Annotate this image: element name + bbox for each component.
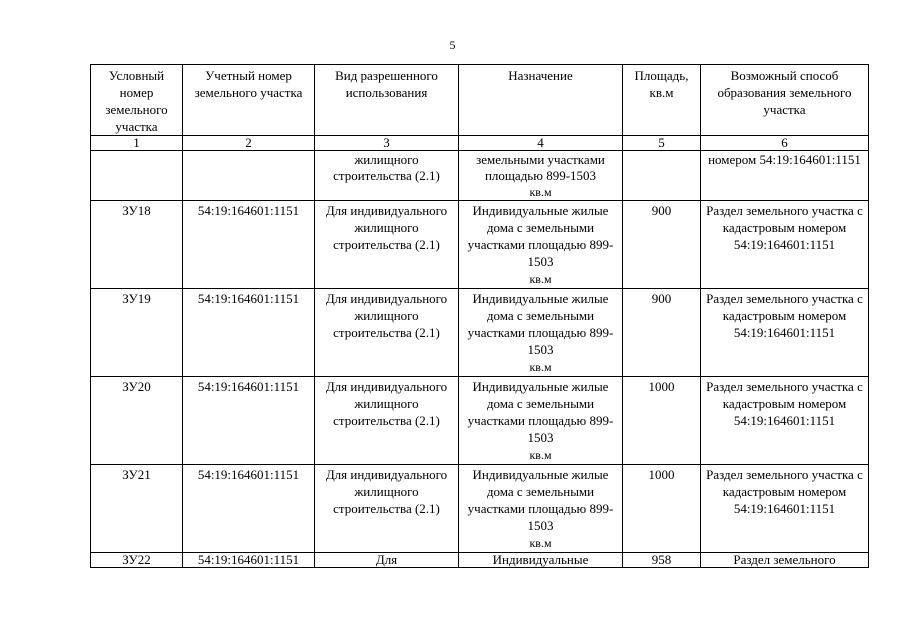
table-row [91, 201, 869, 289]
cell-area: 900 [623, 289, 701, 377]
cell-plot-id: ЗУ18 [91, 201, 183, 289]
cell-purpose [459, 465, 623, 553]
cell-formation-method: Раздел земельного участка с кадастровым номером 54:19:164601:1151 [701, 465, 869, 553]
cell-purpose [459, 289, 623, 377]
cell-area: 1000 [623, 465, 701, 553]
header-cell: Возможный способ образования земельного участка [701, 65, 869, 136]
cell-plot-id: ЗУ20 [91, 377, 183, 465]
continuation-row [91, 151, 869, 201]
cell-permitted-use: Для индивидуального жилищного строительства (2.1) [315, 377, 459, 465]
purpose-unit: кв.м [529, 272, 552, 286]
column-number: 1 [91, 136, 183, 151]
cell-plot-id [91, 151, 183, 201]
cell-cadastral-number: 54:19:164601:1151 [183, 289, 315, 377]
purpose-text: Индивидуальные жилые дома с земельными участками площадью 899-1503 [467, 203, 614, 269]
purpose-unit: кв.м [529, 360, 552, 374]
column-number: 2 [183, 136, 315, 151]
cell-cadastral-number [183, 151, 315, 201]
table-row [91, 465, 869, 553]
cell-plot-id: ЗУ21 [91, 465, 183, 553]
header-cell: Условный номер земельного участка [91, 65, 183, 136]
column-number-row [91, 136, 869, 151]
table-body [91, 65, 869, 568]
purpose-text: Индивидуальные жилые дома с земельными участками площадью 899-1503 [467, 379, 614, 445]
purpose-unit: кв.м [529, 536, 552, 550]
header-cell: Учетный номер земельного участка [183, 65, 315, 136]
purpose-text: Индивидуальные жилые дома с земельными участками площадью 899-1503 [467, 291, 614, 357]
purpose-unit: кв.м [529, 185, 552, 199]
header-cell: Площадь, кв.м [623, 65, 701, 136]
header-cell: Назначение [459, 65, 623, 136]
cell-purpose [459, 201, 623, 289]
purpose-text: земельными участками площадью 899-1503 [476, 152, 605, 183]
cell-formation-method: Раздел земельного участка с кадастровым номером 54:19:164601:1151 [701, 377, 869, 465]
column-number: 4 [459, 136, 623, 151]
purpose-unit: кв.м [529, 448, 552, 462]
header-cell: Вид разрешенного использования [315, 65, 459, 136]
cell-area: 958 [623, 553, 701, 568]
cell-purpose [459, 377, 623, 465]
cell-cadastral-number: 54:19:164601:1151 [183, 377, 315, 465]
land-plots-table [90, 64, 869, 568]
column-number: 6 [701, 136, 869, 151]
column-number: 3 [315, 136, 459, 151]
cell-cadastral-number: 54:19:164601:1151 [183, 553, 315, 568]
table-row [91, 377, 869, 465]
cell-permitted-use: Для индивидуального жилищного строительства (2.1) [315, 289, 459, 377]
cell-area: 900 [623, 201, 701, 289]
cell-formation-method: Раздел земельного участка с кадастровым номером 54:19:164601:1151 [701, 289, 869, 377]
table-row-partial [91, 553, 869, 568]
table-row [91, 289, 869, 377]
table-header-row [91, 65, 869, 136]
cell-formation-method: Раздел земельного [701, 553, 869, 568]
cell-permitted-use: жилищного строительства (2.1) [315, 151, 459, 201]
purpose-text: Индивидуальные жилые дома с земельными участками площадью 899-1503 [467, 467, 614, 533]
cell-cadastral-number: 54:19:164601:1151 [183, 465, 315, 553]
cell-purpose [459, 151, 623, 201]
cell-formation-method: Раздел земельного участка с кадастровым номером 54:19:164601:1151 [701, 201, 869, 289]
cell-permitted-use: Для индивидуального жилищного строительства (2.1) [315, 201, 459, 289]
cell-area: 1000 [623, 377, 701, 465]
cell-plot-id: ЗУ19 [91, 289, 183, 377]
cell-cadastral-number: 54:19:164601:1151 [183, 201, 315, 289]
cell-permitted-use: Для индивидуального жилищного строительства (2.1) [315, 465, 459, 553]
cell-plot-id: ЗУ22 [91, 553, 183, 568]
cell-area [623, 151, 701, 201]
column-number: 5 [623, 136, 701, 151]
cell-purpose: Индивидуальные [459, 553, 623, 568]
page-number: 5 [449, 38, 456, 52]
cell-permitted-use: Для [315, 553, 459, 568]
cell-formation-method: номером 54:19:164601:1151 [701, 151, 869, 201]
